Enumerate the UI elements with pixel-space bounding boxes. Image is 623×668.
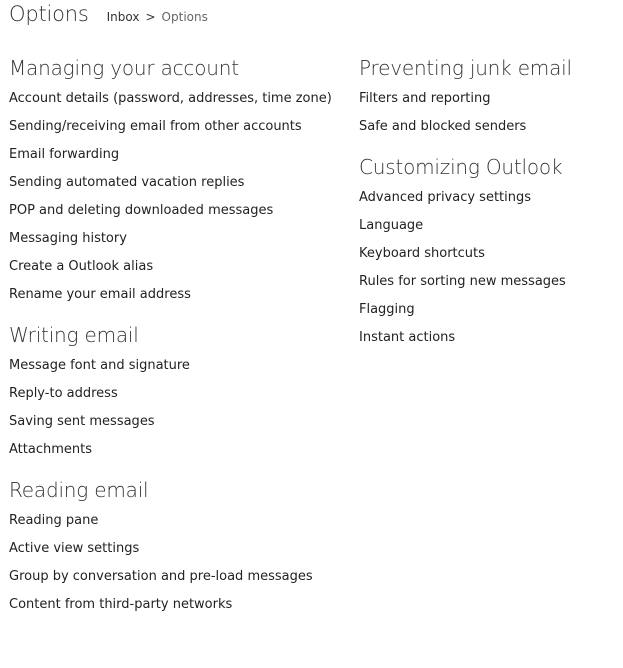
option-link-language[interactable]: Language: [359, 218, 424, 233]
section-item-list: [9, 352, 349, 464]
breadcrumb: [107, 10, 208, 24]
option-link-group-by-conversation[interactable]: Group by conversation and pre-load messages: [9, 569, 313, 584]
option-link-third-party-content[interactable]: Content from third-party networks: [9, 597, 233, 612]
section-title: Preventing junk email: [359, 56, 572, 80]
option-link-active-view-settings[interactable]: Active view settings: [9, 541, 140, 556]
option-link-saving-sent-messages[interactable]: Saving sent messages: [9, 414, 155, 429]
page-header: [9, 2, 208, 32]
breadcrumb-separator: >: [145, 10, 156, 24]
section-item-list: [359, 184, 621, 352]
section-item-list: [9, 85, 349, 309]
option-link-reply-to-address[interactable]: Reply-to address: [9, 386, 118, 401]
breadcrumb-inbox-link[interactable]: Inbox: [106, 10, 140, 24]
option-link-pop-deleting[interactable]: POP and deleting downloaded messages: [9, 203, 274, 218]
section-title: Reading email: [9, 478, 149, 502]
section-title: Writing email: [9, 323, 139, 347]
section-item-list: [9, 507, 349, 619]
section-preventing-junk: [359, 54, 621, 141]
option-link-instant-actions[interactable]: Instant actions: [359, 330, 456, 345]
option-link-safe-blocked-senders[interactable]: Safe and blocked senders: [359, 119, 527, 134]
option-link-attachments[interactable]: Attachments: [9, 442, 92, 457]
option-link-vacation-replies[interactable]: Sending automated vacation replies: [9, 175, 245, 190]
breadcrumb-current: Options: [161, 10, 208, 24]
option-link-account-details[interactable]: Account details (password, addresses, time zone): [9, 91, 332, 106]
option-link-flagging[interactable]: Flagging: [359, 302, 415, 317]
section-customizing-outlook: [359, 153, 621, 352]
section-managing-account: [9, 54, 349, 309]
option-link-reading-pane[interactable]: Reading pane: [9, 513, 99, 528]
section-item-list: [359, 85, 621, 141]
section-title: Managing your account: [9, 56, 239, 80]
option-link-keyboard-shortcuts[interactable]: Keyboard shortcuts: [359, 246, 485, 261]
page-title: Options: [9, 2, 89, 26]
option-link-email-forwarding[interactable]: Email forwarding: [9, 147, 120, 162]
options-column-left: [9, 54, 349, 631]
option-link-messaging-history[interactable]: Messaging history: [9, 231, 127, 246]
section-reading-email: [9, 476, 349, 619]
option-link-sorting-rules[interactable]: Rules for sorting new messages: [359, 274, 566, 289]
section-title: Customizing Outlook: [359, 155, 563, 179]
option-link-advanced-privacy[interactable]: Advanced privacy settings: [359, 190, 532, 205]
option-link-sending-receiving-other-accounts[interactable]: Sending/receiving email from other accounts: [9, 119, 302, 134]
option-link-filters-reporting[interactable]: Filters and reporting: [359, 91, 491, 106]
option-link-create-alias[interactable]: Create a Outlook alias: [9, 259, 154, 274]
option-link-rename-email[interactable]: Rename your email address: [9, 287, 191, 302]
section-writing-email: [9, 321, 349, 464]
option-link-message-font-signature[interactable]: Message font and signature: [9, 358, 190, 373]
options-column-right: [359, 54, 621, 364]
